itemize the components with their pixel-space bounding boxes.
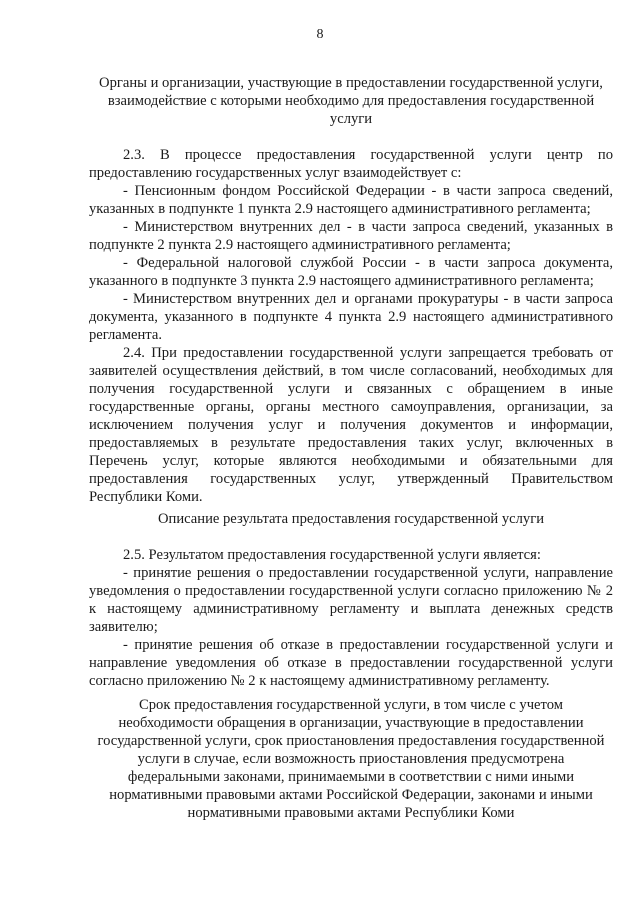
list-item-interior-prosecution: - Министерством внутренних дел и органами прокуратуры - в части запроса документа, указанного в подпункте 4 пункта 2.9 настоящего административного регламента.: [89, 291, 613, 343]
page-number: 8: [316, 27, 324, 42]
section-heading-service-result: Описание результата предоставления государственной услуги: [157, 511, 545, 527]
list-item-interior-ministry: - Министерством внутренних дел - в части запроса сведений, указанных в подпункте 2 пункта 2.9 настоящего административного регламента;: [89, 219, 613, 253]
list-item-refusal-decision: - принятие решения об отказе в предоставлении государственной услуги и направление уведомления об отказе в предоставлении государственной услуги согласно приложению № 2 к настоящему административному регламенту.: [89, 637, 613, 689]
section-heading-participating-organizations: Органы и организации, участвующие в предоставлении государственной услуги, взаимодействие с которыми необходимо для предоставления государственной услуги: [99, 75, 603, 127]
paragraph-2-4: 2.4. При предоставлении государственной услуги запрещается требовать от заявителей осуществления действий, в том числе согласований, необходимых для получения государственной услуги и связанных с обращением в иные государственные органы, органы местного самоуправления, организации, за исключением получения услуг и получения документов и информации, предоставляемых в результате предоставления таких услуг, включенных в Перечень услуг, которые являются необходимыми и обязательными для предоставления государственных услуг, утвержденный Правительством Республики Коми.: [89, 345, 613, 505]
section-heading-service-term: Срок предоставления государственной услуги, в том числе с учетом необходимости обращения в организации, участвующие в предоставлении государственной услуги, срок приостановления предоставления государственной услуги в случае, если возможность приостановления предусмотрена федеральными законами, принимаемыми в соответствии с ними иными нормативными правовыми актами Российской Федерации, законами и иными нормативными правовыми актами Республики Коми: [97, 697, 605, 821]
list-item-approval-decision: - принятие решения о предоставлении государственной услуги, направление уведомления о предоставлении государственной услуги согласно приложению № 2 к настоящему административному регламенту и выплата денежных средств заявителю;: [89, 565, 613, 635]
section-body-interaction: [89, 146, 613, 506]
section-body-result: [89, 546, 613, 690]
paragraph-2-3: 2.3. В процессе предоставления государственной услуги центр по предоставлению государственных услуг взаимодействует с:: [89, 147, 613, 181]
paragraph-2-5: 2.5. Результатом предоставления государственной услуги является:: [123, 547, 541, 563]
list-item-pension-fund: - Пенсионным фондом Российской Федерации - в части запроса сведений, указанных в подпункте 1 пункта 2.9 настоящего административного регламента;: [89, 183, 613, 217]
list-item-tax-service: - Федеральной налоговой службой России - в части запроса документа, указанного в подпункте 3 пункта 2.9 настоящего административного регламента;: [89, 255, 613, 289]
